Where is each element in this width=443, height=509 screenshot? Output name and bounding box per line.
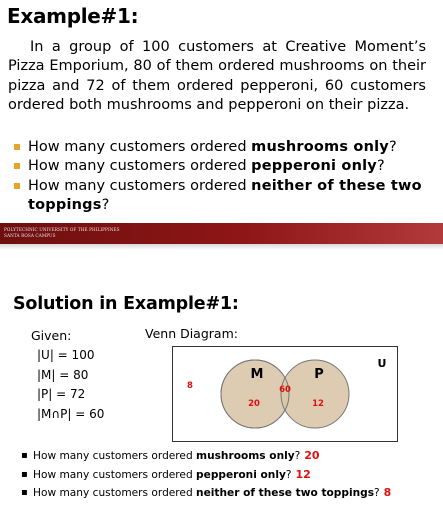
- list-item: How many customers ordered mushrooms only?: [14, 138, 434, 157]
- outside-value: 8: [187, 381, 193, 391]
- slide-title: Example#1:: [7, 4, 139, 28]
- list-item: |M∩P| = 60: [37, 406, 105, 421]
- answer-value: 20: [304, 449, 320, 462]
- venn-diagram: [172, 346, 398, 442]
- only-m-value: 20: [248, 399, 260, 409]
- universe-label: U: [377, 357, 387, 370]
- venn-diagram-label: Venn Diagram:: [145, 326, 238, 341]
- square-bullet-icon: [14, 163, 20, 169]
- emphasis-text: pepperoni only: [251, 158, 377, 175]
- list-item: |P| = 72: [37, 387, 86, 401]
- intersection-value: 60: [279, 385, 291, 395]
- answer-value: 12: [295, 467, 311, 481]
- bullet-icon: ▪: [21, 468, 28, 480]
- list-item: ▪ How many customers ordered pepperoni only? 12: [21, 466, 391, 485]
- list-item: |U| = 100: [37, 348, 95, 362]
- square-bullet-icon: [14, 144, 20, 150]
- emphasis-text: neither of these two toppings: [28, 177, 422, 213]
- bullet-icon: ▪: [21, 450, 28, 461]
- only-p-value: 12: [312, 399, 324, 409]
- emphasis-text: mushrooms only: [251, 139, 389, 155]
- problem-statement: In a group of 100 customers at Creative Moment’s Pizza Emporium, 80 of them ordered mushrooms on their pizza and 72 of them ordered pepperoni, 60 customers ordered both mushrooms and pepperoni on their pizza.: [8, 39, 426, 113]
- emphasis-text: mushrooms only: [196, 450, 295, 462]
- bullet-icon: ▪: [21, 487, 28, 498]
- list-item: How many customers ordered pepperoni only?: [14, 157, 434, 176]
- set-m-label: M: [250, 367, 264, 382]
- list-item: ▪ How many customers ordered neither of these two toppings? 8: [21, 484, 391, 503]
- emphasis-text: neither of these two toppings: [196, 487, 375, 499]
- slide-solution-1: [0, 262, 443, 509]
- emphasis-text: pepperoni only: [196, 468, 286, 481]
- slide-title: Solution in Example#1:: [13, 294, 239, 314]
- square-bullet-icon: [14, 183, 20, 189]
- question-list: [14, 138, 434, 215]
- list-item: |M| = 80: [37, 367, 89, 382]
- answer-value: 8: [383, 486, 392, 499]
- given-label: Given:: [31, 328, 72, 343]
- answer-list: [21, 447, 391, 503]
- list-item: ▪ How many customers ordered mushrooms only? 20: [21, 447, 391, 466]
- list-item: How many customers ordered neither of these two toppings?: [14, 177, 434, 216]
- set-p-label: P: [314, 367, 324, 382]
- footer-band: [0, 223, 443, 244]
- footer-institution: POLYTECHNIC UNIVERSITY OF THE PHILIPPINES SANTA ROSA CAMPUS: [4, 227, 120, 238]
- given-list: [37, 346, 104, 424]
- slide-example-1: [0, 0, 443, 238]
- footer-shadow: [0, 244, 443, 250]
